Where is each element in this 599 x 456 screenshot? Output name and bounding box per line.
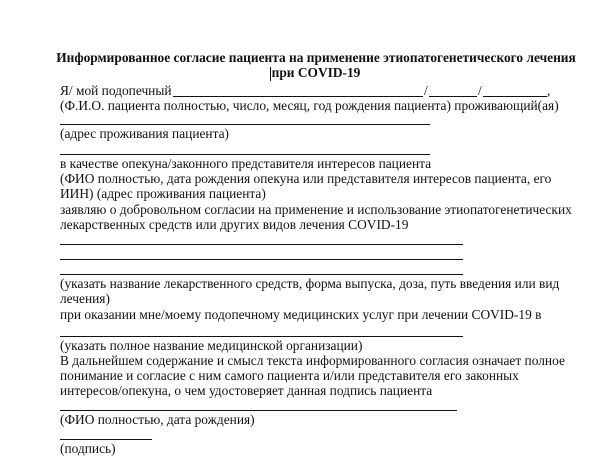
slash-1: / (424, 83, 428, 98)
text-cursor (270, 67, 271, 81)
fio-blank[interactable] (60, 410, 457, 411)
meaning-line-2: понимание и согласие с ним самого пациента и/или представителя его законных (60, 368, 519, 383)
organization-hint: (указать полное название медицинской организации) (60, 338, 363, 353)
meaning-line-3: интересов/опекуна, о чем удостоверяет данная подпись пациента (60, 383, 433, 398)
patient-hint: (Ф.И.О. пациента полностью, число, месяц, год рождения пациента) проживающий(ая) (60, 98, 559, 113)
patient-name-blank[interactable] (173, 96, 423, 97)
address-blank[interactable] (60, 124, 430, 125)
patient-suffix: , (547, 83, 551, 98)
address-hint: (адрес проживания пациента) (60, 126, 230, 141)
title-line-1: Информированное согласие пациента на применение этиопатогенетического лечения (56, 50, 576, 65)
guardian-role: в качестве опекуна/законного представителя интересов пациента (60, 156, 432, 171)
guardian-blank[interactable] (60, 154, 430, 155)
signature-hint: (подпись) (60, 441, 116, 456)
guardian-hint-1: (ФИО полностью, дата рождения опекуна или представителя интересов пациента, его (60, 171, 552, 186)
drug-blank-1[interactable] (60, 244, 463, 245)
document-title (56, 50, 576, 80)
drug-blank-3[interactable] (60, 274, 463, 275)
services-line: при оказании мне/моему подопечному медицинских услуг при лечении COVID-19 в (60, 307, 542, 322)
fio-hint: (ФИО полностью, дата рождения) (60, 412, 255, 427)
consent-line-1: заявляю о добровольном согласии на применение и использование этиопатогенетических (60, 202, 572, 217)
patient-year-blank[interactable] (483, 96, 547, 97)
meaning-line-1: В дальнейшем содержание и смысл текста информированного согласия означает полное (60, 353, 565, 368)
drug-hint-2: лечения) (60, 291, 110, 306)
organization-blank[interactable] (60, 336, 463, 337)
drug-hint-1: (указать название лекарственного средств, форма выпуска, доза, путь введения или вид (60, 276, 560, 291)
drug-blank-2[interactable] (60, 259, 463, 260)
patient-prefix: Я/ мой подопечный (60, 83, 172, 98)
slash-2: / (478, 83, 482, 98)
patient-day-blank[interactable] (429, 96, 477, 97)
consent-line-2: лекарственных средств или других видов лечения COVID-19 (60, 217, 409, 232)
title-line-2: при COVID-19 (271, 65, 361, 80)
guardian-hint-2: ИИН) (адрес проживания пациента) (60, 186, 266, 201)
signature-blank[interactable] (60, 439, 152, 440)
